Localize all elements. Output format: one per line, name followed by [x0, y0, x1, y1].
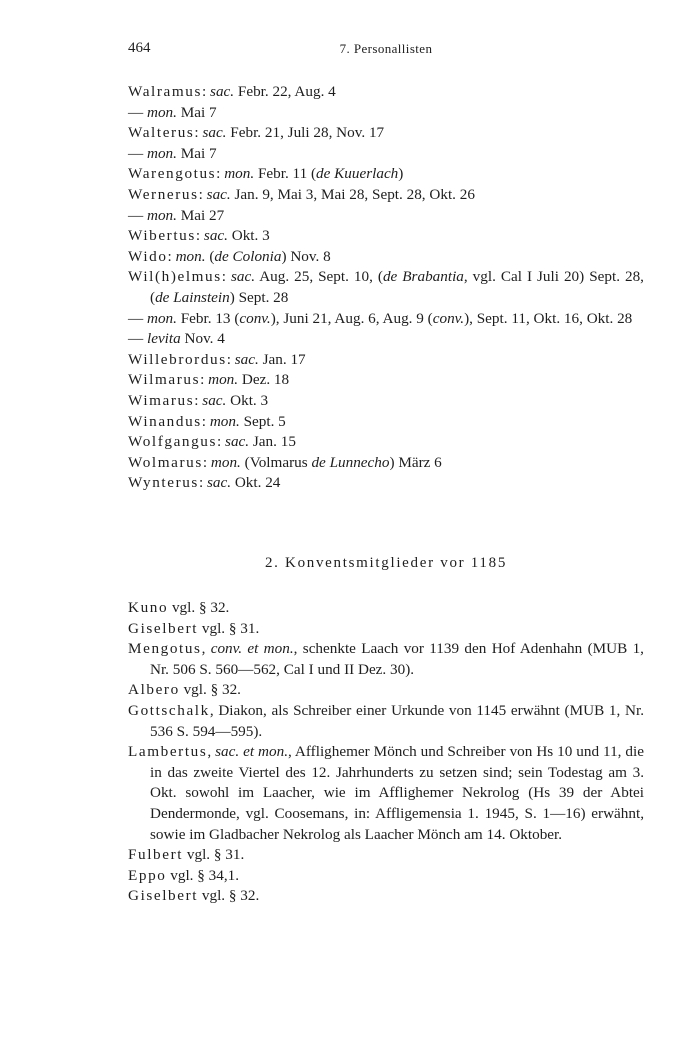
entry-text: , Diakon, als Schreiber einer Urkunde von 1145 erwähnt (MUB 1, Nr. 536 S. 594—595). — [150, 701, 644, 740]
entry-text: Okt. 3 — [227, 227, 270, 245]
list-entry — [128, 206, 644, 227]
list-entry — [128, 370, 644, 391]
list-entry — [128, 247, 644, 268]
page-header — [128, 40, 644, 62]
entry-text: vgl. § 32. — [168, 599, 230, 616]
entry-text: vgl. § 34,1. — [166, 866, 240, 884]
entry-text: vgl. § 31. — [198, 619, 260, 637]
entry-name: Wolmarus — [128, 453, 203, 471]
entry-name: Lambertus — [128, 743, 208, 761]
entry-name: Wernerus — [128, 185, 199, 203]
list-entry — [128, 350, 644, 371]
entry-text: Mai 7 — [176, 103, 217, 121]
entry-separator: : — [198, 474, 207, 492]
entry-separator: : — [195, 227, 204, 245]
list-entry — [128, 309, 644, 330]
list-entry — [128, 886, 644, 907]
entry-text: Dez. 18 — [238, 371, 290, 389]
entry-name: Albero — [128, 681, 180, 699]
entry-text: ), Sept. 11, Okt. 16, Okt. 28 — [464, 309, 633, 327]
entry-name: Giselbert — [128, 887, 199, 905]
entry-text: , vgl. Cal I Juli 20) Sept. 28, ( — [150, 268, 644, 306]
list-entry — [128, 701, 644, 742]
list-entry — [128, 391, 644, 412]
entry-text: vgl. § 31. — [183, 846, 245, 864]
entry-name: Mengotus — [128, 640, 202, 658]
entry-role: sac. — [225, 433, 250, 451]
entry-text: Okt. 24 — [231, 474, 281, 492]
list-entry — [128, 639, 644, 680]
list-entry — [128, 82, 644, 103]
entry-text: , schenkte Laach vor 1139 den Hof Adenhahn (MUB 1, Nr. 506 S. 560—562, Cal I und II Dez. 30). — [150, 640, 644, 678]
entry-text: Jan. 17 — [258, 350, 306, 368]
entry-text: ), Juni 21, Aug. 6, Aug. 9 ( — [270, 309, 433, 327]
entry-name: Wil(h)elmus — [128, 268, 222, 286]
entry-text: Okt. 3 — [226, 391, 269, 409]
entry-text: vgl. § 32. — [198, 887, 260, 905]
entry-role: mon. — [146, 144, 177, 162]
entry-role: sac. — [206, 185, 231, 203]
entry-text: Nov. 4 — [180, 330, 225, 348]
entry-separator: : — [217, 433, 226, 451]
list-entry — [128, 598, 644, 619]
entry-role: conv. et mon. — [210, 640, 294, 658]
entry-role: levita — [146, 330, 181, 348]
entry-text: ( — [205, 247, 215, 265]
entry-italic-note: de Kuuerlach — [316, 165, 399, 183]
list-entry — [128, 329, 644, 350]
entry-italic-note: de Colonia — [214, 247, 282, 265]
entry-separator: : — [167, 247, 176, 265]
list-entry — [128, 619, 644, 640]
entry-name: Giselbert — [128, 619, 199, 637]
list-entry — [128, 412, 644, 433]
running-title: 7. Personallisten — [339, 41, 433, 56]
list-entry — [128, 680, 644, 701]
entry-text: Febr. 13 ( — [176, 309, 240, 327]
page-number: 464 — [128, 40, 151, 56]
entry-separator: : — [194, 391, 203, 409]
entry-text: ) Sept. 28 — [229, 288, 289, 306]
entry-role: sac. — [202, 124, 227, 142]
entry-text: Jan. 15 — [249, 433, 296, 451]
list-entry — [128, 742, 644, 845]
list-entry — [128, 845, 644, 866]
list-entry — [128, 123, 644, 144]
entry-name: Kuno — [128, 599, 169, 616]
entry-role: sac. — [230, 268, 256, 286]
entry-dash: — — [128, 144, 147, 162]
entry-name: Eppo — [128, 866, 167, 884]
entry-separator: : — [201, 412, 210, 430]
personnel-list-section-2 — [128, 598, 644, 907]
entry-text: ) — [398, 165, 404, 183]
entry-dash: — — [128, 103, 147, 121]
personnel-list-section-1 — [128, 82, 644, 494]
entry-text: ) Nov. 8 — [281, 247, 331, 265]
entry-role: sac. — [206, 474, 232, 492]
entry-separator: : — [221, 268, 231, 286]
entry-separator: : — [202, 83, 211, 100]
entry-name: Fulbert — [128, 846, 184, 864]
entry-separator: , — [207, 743, 216, 761]
entry-role: mon. — [210, 453, 241, 471]
entry-text: Mai 27 — [176, 206, 225, 224]
list-entry — [128, 144, 644, 165]
entry-name: Wido — [128, 247, 168, 265]
entry-text: vgl. § 32. — [179, 681, 241, 699]
entry-role: mon. — [146, 206, 177, 224]
entry-dash: — — [128, 309, 147, 327]
entry-name: Gottschalk — [128, 701, 210, 719]
list-entry — [128, 267, 644, 308]
entry-dash: — — [128, 206, 147, 224]
entry-name: Walramus — [128, 83, 202, 100]
entry-role: mon. — [146, 309, 177, 327]
entry-name: Wibertus — [128, 227, 196, 245]
entry-role: sac. et mon. — [215, 743, 289, 761]
list-entry — [128, 453, 644, 474]
entry-separator: : — [202, 453, 211, 471]
entry-name: Warengotus — [128, 165, 217, 183]
entry-text: Aug. 25, Sept. 10, ( — [255, 268, 383, 286]
entry-separator: : — [200, 371, 209, 389]
entry-name: Wynterus — [128, 474, 199, 492]
entry-text: , Afflighemer Mönch und Schreiber von Hs 10 und 11, die in das zweite Viertel des 12. Jahrhunderts zu setzen sind; sein Todestag am 3. Okt. sowohl im Laacher, wie im Afflighemer Nekrolog (Hs 39 der Abtei Dendermonde, vgl. Coosemans, in: Affligemensia 1. 1945, S. 1—16) erwähnt, sowie im Gladbacher Nekrolog als Laacher Mönch am 14. Oktober. — [150, 743, 644, 843]
entry-italic-note: de Lunnecho — [311, 453, 390, 471]
list-entry — [128, 226, 644, 247]
entry-dash: — — [128, 330, 147, 348]
list-entry — [128, 432, 644, 453]
entry-separator: : — [194, 124, 203, 142]
entry-italic-note: conv. — [239, 309, 271, 327]
entry-role: sac. — [202, 391, 227, 409]
entry-role: mon. — [209, 412, 240, 430]
entry-name: Wolfgangus — [128, 433, 218, 451]
list-entry — [128, 866, 644, 887]
entry-text: (Volmarus — [240, 453, 312, 471]
entry-text: Jan. 9, Mai 3, Mai 28, Sept. 28, Okt. 26 — [230, 185, 475, 203]
entry-role: mon. — [224, 165, 255, 183]
entry-separator: : — [198, 185, 207, 203]
entry-role: mon. — [175, 247, 206, 265]
entry-italic-note: de Brabantia — [382, 268, 464, 286]
entry-separator: , — [201, 640, 211, 658]
list-entry — [128, 103, 644, 124]
entry-text: Sept. 5 — [239, 412, 286, 430]
entry-role: mon. — [208, 371, 239, 389]
entry-name: Wilmarus — [128, 371, 201, 389]
entry-text: ) März 6 — [389, 453, 442, 471]
entry-name: Winandus — [128, 412, 202, 430]
list-entry — [128, 164, 644, 185]
entry-role: sac. — [234, 350, 259, 368]
entry-text: Febr. 22, Aug. 4 — [234, 83, 336, 100]
entry-role: sac. — [210, 83, 235, 100]
entry-separator: : — [216, 165, 225, 183]
entry-name: Wimarus — [128, 391, 195, 409]
entry-role: mon. — [146, 103, 177, 121]
entry-italic-note: conv. — [432, 309, 465, 327]
entry-italic-note: de Lainstein — [155, 288, 230, 306]
entry-text: Febr. 11 ( — [254, 165, 317, 183]
list-entry — [128, 185, 644, 206]
entry-text: Mai 7 — [176, 144, 217, 162]
entry-name: Willebrordus — [128, 350, 227, 368]
entry-name: Walterus — [128, 124, 195, 142]
section-heading: 2. Konventsmitglieder vor 1185 — [264, 555, 508, 571]
entry-text: Febr. 21, Juli 28, Nov. 17 — [226, 124, 385, 142]
entry-role: sac. — [203, 227, 228, 245]
entry-separator: : — [226, 350, 235, 368]
list-entry — [128, 473, 644, 494]
